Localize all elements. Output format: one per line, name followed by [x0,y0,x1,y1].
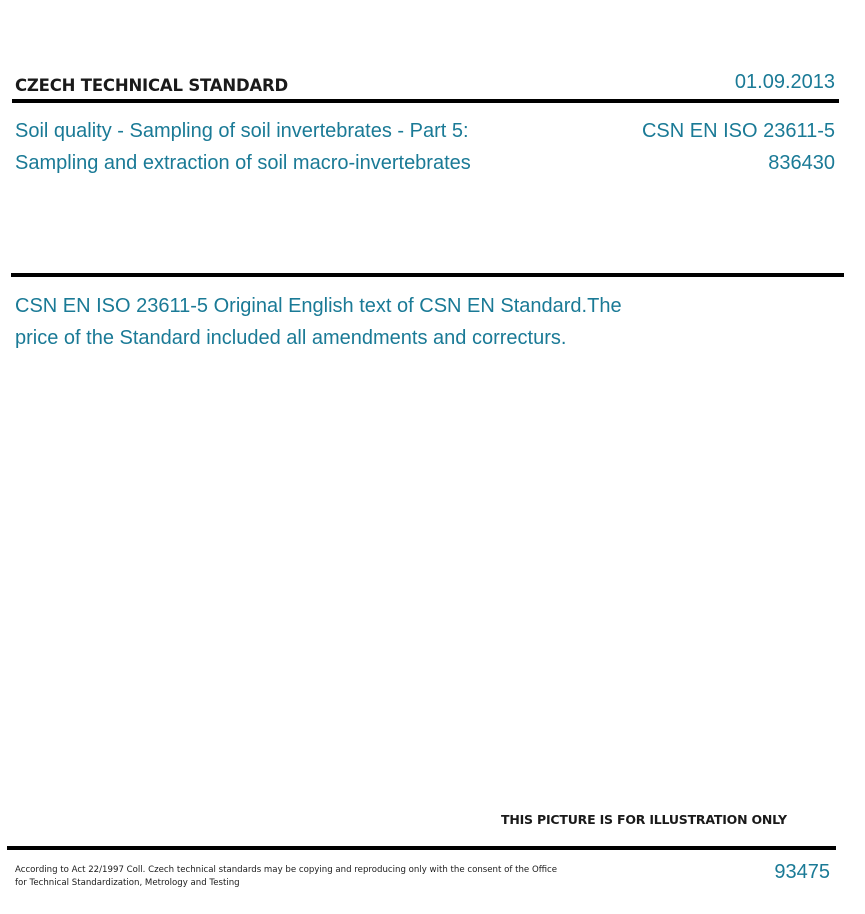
legal-notice [15,864,557,890]
standard-code: CSN EN ISO 23611-5 [641,120,835,142]
standard-description [15,290,622,354]
section-divider [11,273,844,277]
classification-number: 836430 [768,152,835,174]
publication-date: 01.09.2013 [734,71,835,93]
standard-identifiers [642,115,835,179]
standard-title-line-1: Soil quality - Sampling of soil invertebrates - Part 5: [15,120,469,142]
illustration-notice: THIS PICTURE IS FOR ILLUSTRATION ONLY [501,812,787,827]
footer-divider [7,846,836,850]
description-line-2: price of the Standard included all amendments and correcturs. [15,327,567,349]
description-line-1: CSN EN ISO 23611-5 Original English text of CSN EN Standard.The [15,295,622,317]
document-header-title: CZECH TECHNICAL STANDARD [15,76,289,95]
legal-notice-line-2: for Technical Standardization, Metrology and Testing [15,878,240,888]
document-number: 93475 [774,861,830,883]
standard-title-line-2: Sampling and extraction of soil macro-invertebrates [15,152,471,174]
header-divider [12,99,839,103]
legal-notice-line-1: According to Act 22/1997 Coll. Czech technical standards may be copying and reproducing only with the consent of the Office [15,865,558,875]
standard-title [15,115,471,179]
